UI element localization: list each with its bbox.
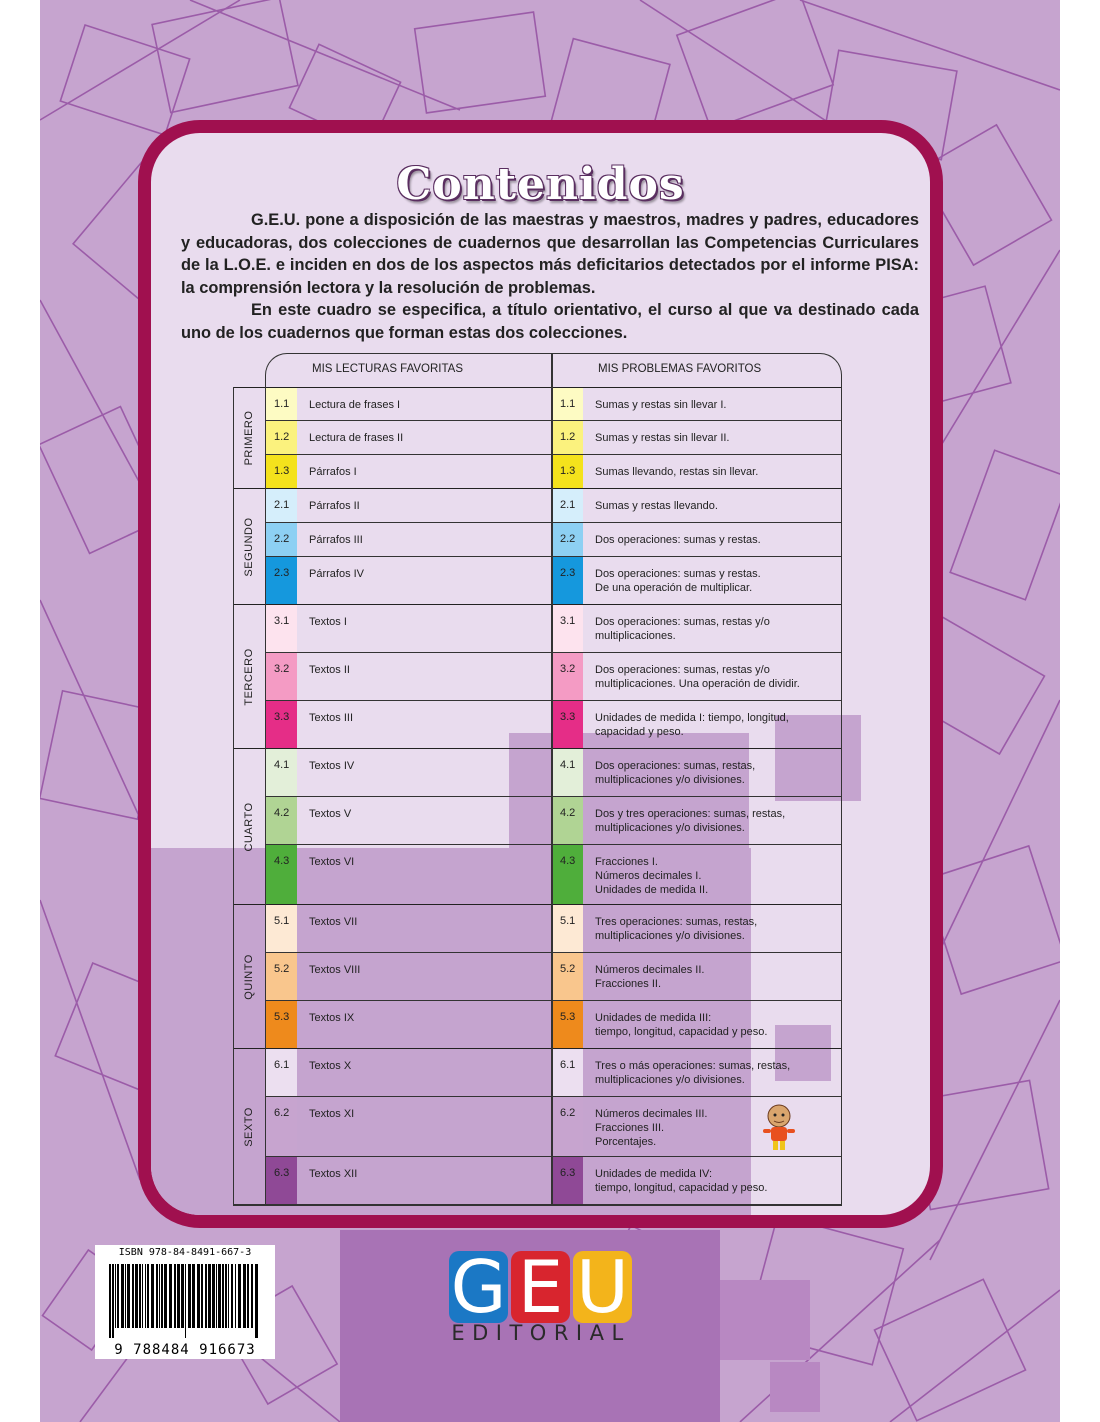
lectura-title: Textos I <box>309 616 347 628</box>
lectura-title: Lectura de frases II <box>309 432 404 444</box>
lectura-code: 5.3 <box>265 1001 297 1048</box>
problema-title: Tres o más operaciones: sumas, restas, multiplicaciones y/o divisiones. <box>595 1060 791 1086</box>
grade-label <box>233 387 265 488</box>
middle-column-border <box>551 353 553 1204</box>
logo-letter: U <box>573 1251 632 1323</box>
lectura-code: 4.2 <box>265 797 297 844</box>
isbn-barcode <box>95 1245 275 1359</box>
table-row <box>265 1096 841 1156</box>
lectura-title: Textos IX <box>309 1012 355 1024</box>
grade-name: TERCERO <box>243 647 255 706</box>
grade-name: SEGUNDO <box>243 516 255 577</box>
decorative-block <box>720 1280 810 1360</box>
problema-title: Números decimales II. Fracciones II. <box>595 964 705 990</box>
table-row <box>265 904 841 952</box>
problema-code: 2.1 <box>551 489 583 522</box>
grade-label <box>233 748 265 904</box>
header-lecturas: MIS LECTURAS FAVORITAS <box>265 353 551 387</box>
problema-code: 3.2 <box>551 653 583 700</box>
table-row <box>265 952 841 1000</box>
ean-number: 9 788484 916673 <box>114 1342 256 1358</box>
table-row <box>265 796 841 844</box>
problema-title: Sumas llevando, restas sin llevar. <box>595 466 759 478</box>
grade-name: CUARTO <box>243 801 255 852</box>
problema-title: Dos operaciones: sumas, restas, multiplicaciones y/o divisiones. <box>595 760 756 786</box>
problema-title: Unidades de medida III: tiempo, longitud, capacidad y peso. <box>595 1012 768 1038</box>
problema-code: 6.1 <box>551 1049 583 1096</box>
lectura-title: Textos IV <box>309 760 355 772</box>
table-row <box>265 748 841 796</box>
problema-title: Sumas y restas sin llevar II. <box>595 432 730 444</box>
logo-letter: E <box>511 1251 570 1323</box>
problema-code: 5.1 <box>551 905 583 952</box>
problema-title: Unidades de medida I: tiempo, longitud, capacidad y peso. <box>595 712 789 738</box>
table-row <box>265 387 841 420</box>
intro-text <box>181 209 919 344</box>
grade-name: QUINTO <box>243 953 255 1000</box>
lectura-code: 1.3 <box>265 455 297 488</box>
grade-label <box>233 1048 265 1204</box>
lectura-code: 6.3 <box>265 1157 297 1204</box>
lectura-title: Lectura de frases I <box>309 399 401 411</box>
intro-paragraph: G.E.U. pone a disposición de las maestras y maestros, madres y padres, educadores y educadoras, dos colecciones de cuadernos que desarrollan las Competencias Curriculares de la L.O.E. e inciden en dos de los aspectos más deficitarios detectados por el informe PISA: la comprensión lectora y la resolución de problemas. <box>181 211 919 297</box>
page-title: Contenidos <box>396 159 685 210</box>
lectura-code: 6.1 <box>265 1049 297 1096</box>
grade-label <box>233 604 265 748</box>
problema-code: 4.1 <box>551 749 583 796</box>
problema-title: Dos operaciones: sumas, restas y/o multiplicaciones. Una operación de dividir. <box>595 664 800 690</box>
problema-title: Sumas y restas llevando. <box>595 500 718 512</box>
problema-code: 2.3 <box>551 557 583 604</box>
lectura-title: Textos II <box>309 664 350 676</box>
table-row <box>265 556 841 604</box>
problema-code: 5.2 <box>551 953 583 1000</box>
problema-code: 3.1 <box>551 605 583 652</box>
problema-code: 2.2 <box>551 523 583 556</box>
table-row <box>265 1000 841 1048</box>
problema-code: 4.2 <box>551 797 583 844</box>
problema-code: 5.3 <box>551 1001 583 1048</box>
problema-title: Dos operaciones: sumas, restas y/o multiplicaciones. <box>595 616 770 642</box>
lectura-code: 4.1 <box>265 749 297 796</box>
grade-name: SEXTO <box>243 1106 255 1147</box>
problema-title: Dos operaciones: sumas y restas. De una operación de multiplicar. <box>595 568 761 594</box>
lectura-title: Textos V <box>309 808 352 820</box>
problema-code: 6.3 <box>551 1157 583 1204</box>
lectura-title: Párrafos III <box>309 534 363 546</box>
table-row <box>265 700 841 748</box>
problema-title: Unidades de medida IV: tiempo, longitud, capacidad y peso. <box>595 1168 768 1194</box>
lectura-title: Textos XI <box>309 1108 355 1120</box>
lectura-code: 3.2 <box>265 653 297 700</box>
lectura-title: Textos X <box>309 1060 352 1072</box>
lectura-code: 2.3 <box>265 557 297 604</box>
lectura-code: 5.2 <box>265 953 297 1000</box>
logo-letter: G <box>450 1245 507 1329</box>
barcode-bars <box>109 1264 261 1338</box>
problema-title: Dos operaciones: sumas y restas. <box>595 534 761 546</box>
lectura-title: Textos VII <box>309 916 358 928</box>
problema-code: 1.1 <box>551 388 583 420</box>
problema-code: 6.2 <box>551 1097 583 1156</box>
lectura-code: 3.3 <box>265 701 297 748</box>
lectura-title: Párrafos II <box>309 500 360 512</box>
table-row <box>265 844 841 904</box>
lectura-code: 2.1 <box>265 489 297 522</box>
lectura-title: Textos III <box>309 712 354 724</box>
problema-code: 3.3 <box>551 701 583 748</box>
lectura-title: Párrafos IV <box>309 568 365 580</box>
lectura-code: 1.1 <box>265 388 297 420</box>
problema-code: 4.3 <box>551 845 583 904</box>
grade-label <box>233 488 265 604</box>
problema-title: Dos y tres operaciones: sumas, restas, multiplicaciones y/o divisiones. <box>595 808 786 834</box>
header-problemas: MIS PROBLEMAS FAVORITOS <box>551 353 842 387</box>
table-right-border <box>841 387 842 1204</box>
table-row <box>265 1048 841 1096</box>
lectura-code: 5.1 <box>265 905 297 952</box>
table-row <box>265 604 841 652</box>
table-row <box>265 454 841 488</box>
table-row <box>265 420 841 454</box>
problema-title: Sumas y restas sin llevar I. <box>595 399 727 411</box>
problema-title: Números decimales III. Fracciones III. Porcentajes. <box>595 1108 708 1148</box>
table-row <box>265 522 841 556</box>
table-left-border <box>233 387 234 1204</box>
contents-panel <box>138 120 943 1228</box>
intro-paragraph: En este cuadro se especifica, a título orientativo, el curso al que va destinado cada uno de los cuadernos que forman estas dos colecciones. <box>181 301 919 342</box>
problema-title: Fracciones I. Números decimales I. Unidades de medida II. <box>595 856 709 896</box>
lectura-code: 6.2 <box>265 1097 297 1156</box>
lectura-title: Textos VIII <box>309 964 361 976</box>
child-character-illustration <box>759 1102 799 1154</box>
grade-name: PRIMERO <box>243 410 255 466</box>
lectura-code: 1.2 <box>265 421 297 454</box>
table-row <box>265 1156 841 1204</box>
problema-code: 1.2 <box>551 421 583 454</box>
publisher-logo <box>446 1245 636 1351</box>
publisher-subtitle: EDITORIAL <box>451 1321 631 1345</box>
problema-title: Tres operaciones: sumas, restas, multiplicaciones y/o divisiones. <box>595 916 758 942</box>
lectura-title: Textos XII <box>309 1168 358 1180</box>
grade-label <box>233 904 265 1048</box>
lectura-title: Párrafos I <box>309 466 357 478</box>
lectura-code: 3.1 <box>265 605 297 652</box>
lectura-code: 2.2 <box>265 523 297 556</box>
table-row <box>265 652 841 700</box>
lectura-code: 4.3 <box>265 845 297 904</box>
decorative-block <box>770 1362 820 1412</box>
isbn-label: ISBN 978-84-8491-667-3 <box>118 1247 252 1258</box>
lectura-title: Textos VI <box>309 856 355 868</box>
problema-code: 1.3 <box>551 455 583 488</box>
table-bottom-border <box>233 1204 842 1206</box>
table-row <box>265 488 841 522</box>
grade-column-border <box>265 387 266 1204</box>
